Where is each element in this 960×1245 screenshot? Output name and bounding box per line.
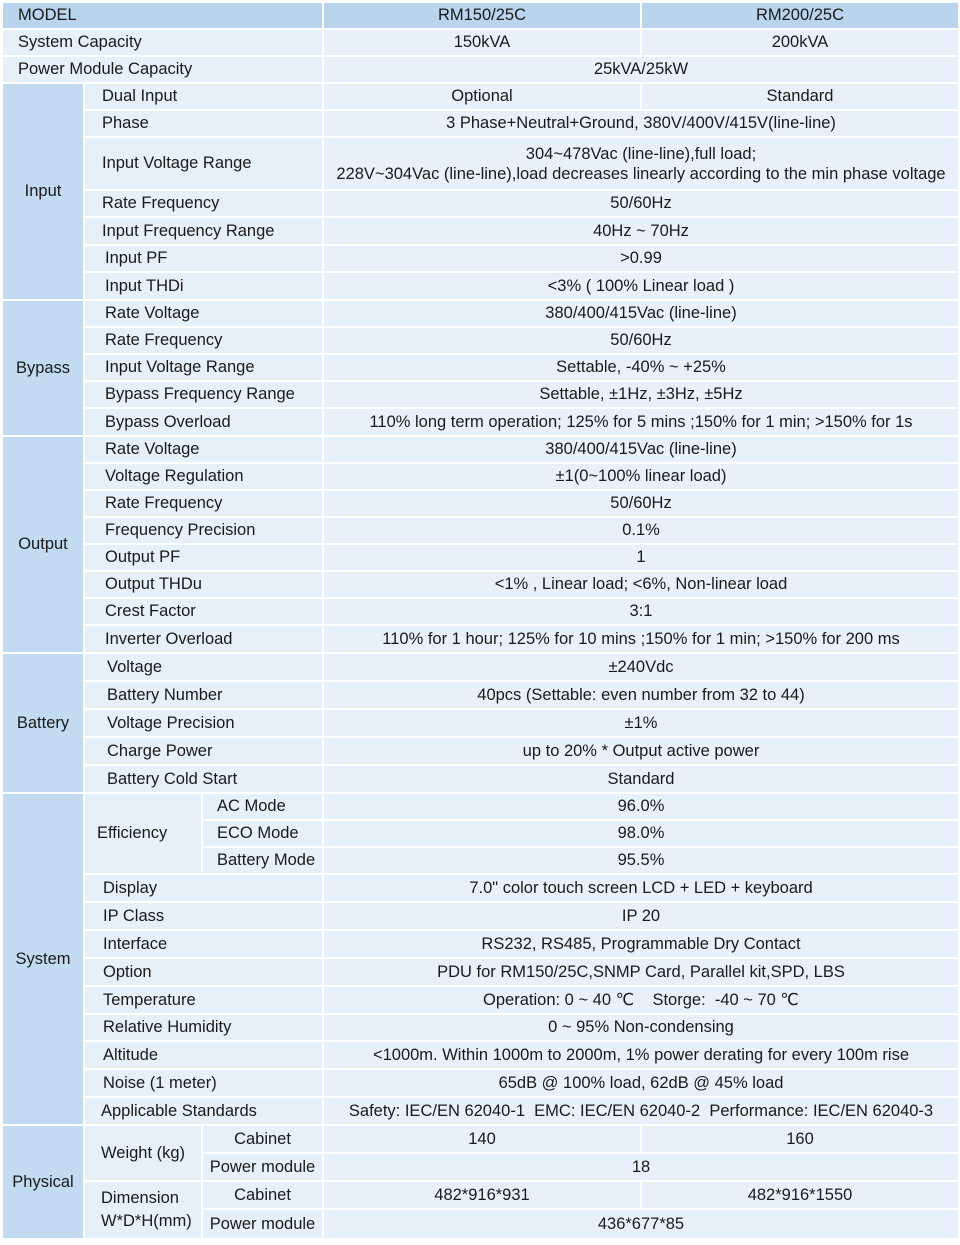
input-voltage-range-line1: 304~478Vac (line-line),full load; xyxy=(525,144,757,163)
system-option-row xyxy=(2,958,959,986)
dimension-label xyxy=(84,1181,202,1239)
input-frequency-range-label: Input Frequency Range xyxy=(84,217,323,245)
eco-mode-value: 98.0% xyxy=(323,820,959,847)
system-capacity-label: System Capacity xyxy=(2,29,323,56)
battery-cold-start-row xyxy=(2,765,959,793)
output-thdu-value: <1% , Linear load; <6%, Non-linear load xyxy=(323,571,959,598)
output-thdu-label: Output THDu xyxy=(84,571,323,598)
weight-cabinet-rm150: 140 xyxy=(323,1125,641,1153)
input-pf-label: Input PF xyxy=(84,245,323,272)
noise-label: Noise (1 meter) xyxy=(84,1069,323,1097)
input-thdi-row xyxy=(2,272,959,300)
model-label: MODEL xyxy=(2,2,323,29)
output-rate-frequency-row xyxy=(2,490,959,517)
input-frequency-range-value: 40Hz ~ 70Hz xyxy=(323,217,959,245)
system-noise-row xyxy=(2,1069,959,1097)
crest-factor-label: Crest Factor xyxy=(84,598,323,625)
bypass-rate-frequency-value: 50/60Hz xyxy=(323,327,959,354)
input-phase-row xyxy=(2,110,959,137)
bypass-frequency-range-value: Settable, ±1Hz, ±3Hz, ±5Hz xyxy=(323,381,959,408)
battery-mode-label: Battery Mode xyxy=(202,847,323,874)
dimension-power-module-label: Power module xyxy=(202,1209,323,1239)
output-pf-value: 1 xyxy=(323,544,959,571)
bypass-voltage-range-label: Input Voltage Range xyxy=(84,354,323,381)
dimension-label-line1: Dimension xyxy=(101,1189,179,1207)
input-rate-frequency-label: Rate Frequency xyxy=(84,190,323,217)
input-pf-value: >0.99 xyxy=(323,245,959,272)
interface-label: Interface xyxy=(84,930,323,958)
voltage-regulation-label: Voltage Regulation xyxy=(84,463,323,490)
output-rate-frequency-label: Rate Frequency xyxy=(84,490,323,517)
header-row xyxy=(2,2,959,29)
input-category: Input xyxy=(2,83,84,300)
system-altitude-row xyxy=(2,1041,959,1069)
system-ac-mode-row xyxy=(2,793,959,820)
output-rate-voltage-label: Rate Voltage xyxy=(84,436,323,463)
humidity-value: 0 ~ 95% Non-condensing xyxy=(323,1014,959,1041)
charge-power-label: Charge Power xyxy=(84,737,323,765)
system-interface-row xyxy=(2,930,959,958)
inverter-overload-label: Inverter Overload xyxy=(84,625,323,653)
model-rm200: RM200/25C xyxy=(641,2,959,29)
eco-mode-label: ECO Mode xyxy=(202,820,323,847)
input-thdi-label: Input THDi xyxy=(84,272,323,300)
bypass-overload-label: Bypass Overload xyxy=(84,408,323,436)
spec-table xyxy=(1,1,960,1240)
system-category: System xyxy=(2,793,84,1125)
battery-voltage-value: ±240Vdc xyxy=(323,653,959,681)
bypass-rate-voltage-value: 380/400/415Vac (line-line) xyxy=(323,300,959,327)
temperature-label: Temperature xyxy=(84,986,323,1014)
bypass-rate-frequency-label: Rate Frequency xyxy=(84,327,323,354)
dimension-cabinet-label: Cabinet xyxy=(202,1181,323,1209)
dimension-label-line2: W*D*H(mm) xyxy=(101,1212,192,1230)
battery-category: Battery xyxy=(2,653,84,793)
input-dual-input-row xyxy=(2,83,959,110)
battery-number-row xyxy=(2,681,959,709)
input-pf-row xyxy=(2,245,959,272)
battery-mode-value: 95.5% xyxy=(323,847,959,874)
efficiency-label: Efficiency xyxy=(84,793,202,874)
battery-charge-power-row xyxy=(2,737,959,765)
input-voltage-range-line2: 228V~304Vac (line-line),load decreases linearly according to the min phase voltage xyxy=(336,164,946,183)
ip-class-value: IP 20 xyxy=(323,902,959,930)
output-pf-label: Output PF xyxy=(84,544,323,571)
bypass-category: Bypass xyxy=(2,300,84,436)
input-voltage-range-value xyxy=(323,137,959,190)
frequency-precision-label: Frequency Precision xyxy=(84,517,323,544)
input-voltage-range-row xyxy=(2,137,959,190)
dual-input-rm150: Optional xyxy=(323,83,641,110)
cold-start-value: Standard xyxy=(323,765,959,793)
weight-label: Weight (kg) xyxy=(84,1125,202,1181)
bypass-overload-row xyxy=(2,408,959,436)
ip-class-label: IP Class xyxy=(84,902,323,930)
temperature-value: Operation: 0 ~ 40 ℃ Storge: -40 ~ 70 ℃ xyxy=(323,986,959,1014)
dimension-cabinet-rm150: 482*916*931 xyxy=(323,1181,641,1209)
system-capacity-row xyxy=(2,29,959,56)
crest-factor-value: 3:1 xyxy=(323,598,959,625)
option-label: Option xyxy=(84,958,323,986)
output-rate-voltage-row xyxy=(2,436,959,463)
phase-label: Phase xyxy=(84,110,323,137)
physical-category: Physical xyxy=(2,1125,84,1239)
bypass-frequency-range-row xyxy=(2,381,959,408)
input-rate-frequency-row xyxy=(2,190,959,217)
altitude-value: <1000m. Within 1000m to 2000m, 1% power derating for every 100m rise xyxy=(323,1041,959,1069)
model-rm150: RM150/25C xyxy=(323,2,641,29)
cold-start-label: Battery Cold Start xyxy=(84,765,323,793)
system-capacity-rm200: 200kVA xyxy=(641,29,959,56)
output-rate-voltage-value: 380/400/415Vac (line-line) xyxy=(323,436,959,463)
bypass-voltage-range-row xyxy=(2,354,959,381)
system-standards-row xyxy=(2,1097,959,1125)
output-category: Output xyxy=(2,436,84,653)
battery-voltage-precision-label: Voltage Precision xyxy=(84,709,323,737)
system-ip-class-row xyxy=(2,902,959,930)
input-rate-frequency-value: 50/60Hz xyxy=(323,190,959,217)
weight-power-module-label: Power module xyxy=(202,1153,323,1181)
power-module-capacity-row xyxy=(2,56,959,83)
ac-mode-label: AC Mode xyxy=(202,793,323,820)
output-frequency-precision-row xyxy=(2,517,959,544)
weight-power-module-value: 18 xyxy=(323,1153,959,1181)
phase-value: 3 Phase+Neutral+Ground, 380V/400V/415V(line-line) xyxy=(323,110,959,137)
bypass-voltage-range-value: Settable, -40% ~ +25% xyxy=(323,354,959,381)
standards-value: Safety: IEC/EN 62040-1 EMC: IEC/EN 62040-2 Performance: IEC/EN 62040-3 xyxy=(323,1097,959,1125)
battery-voltage-label: Voltage xyxy=(84,653,323,681)
physical-weight-cabinet-row xyxy=(2,1125,959,1153)
frequency-precision-value: 0.1% xyxy=(323,517,959,544)
inverter-overload-value: 110% for 1 hour; 125% for 10 mins ;150% for 1 min; >150% for 200 ms xyxy=(323,625,959,653)
output-inverter-overload-row xyxy=(2,625,959,653)
dimension-power-module-value: 436*677*85 xyxy=(323,1209,959,1239)
dual-input-rm200: Standard xyxy=(641,83,959,110)
bypass-rate-voltage-row xyxy=(2,300,959,327)
system-capacity-rm150: 150kVA xyxy=(323,29,641,56)
standards-label: Applicable Standards xyxy=(84,1097,323,1125)
noise-value: 65dB @ 100% load, 62dB @ 45% load xyxy=(323,1069,959,1097)
display-label: Display xyxy=(84,874,323,902)
battery-number-value: 40pcs (Settable: even number from 32 to 44) xyxy=(323,681,959,709)
weight-cabinet-rm200: 160 xyxy=(641,1125,959,1153)
battery-number-label: Battery Number xyxy=(84,681,323,709)
display-value: 7.0" color touch screen LCD + LED + keyboard xyxy=(323,874,959,902)
system-humidity-row xyxy=(2,1014,959,1041)
bypass-rate-frequency-row xyxy=(2,327,959,354)
system-display-row xyxy=(2,874,959,902)
output-crest-factor-row xyxy=(2,598,959,625)
voltage-regulation-value: ±1(0~100% linear load) xyxy=(323,463,959,490)
ac-mode-value: 96.0% xyxy=(323,793,959,820)
bypass-overload-value: 110% long term operation; 125% for 5 mins ;150% for 1 min; >150% for 1s xyxy=(323,408,959,436)
physical-dimension-cabinet-row xyxy=(2,1181,959,1209)
battery-voltage-precision-value: ±1% xyxy=(323,709,959,737)
input-voltage-range-label: Input Voltage Range xyxy=(84,137,323,190)
power-module-capacity-value: 25kVA/25kW xyxy=(323,56,959,83)
system-temperature-row xyxy=(2,986,959,1014)
charge-power-value: up to 20% * Output active power xyxy=(323,737,959,765)
output-voltage-regulation-row xyxy=(2,463,959,490)
interface-value: RS232, RS485, Programmable Dry Contact xyxy=(323,930,959,958)
battery-voltage-precision-row xyxy=(2,709,959,737)
bypass-frequency-range-label: Bypass Frequency Range xyxy=(84,381,323,408)
option-value: PDU for RM150/25C,SNMP Card, Parallel kit,SPD, LBS xyxy=(323,958,959,986)
power-module-capacity-label: Power Module Capacity xyxy=(2,56,323,83)
weight-cabinet-label: Cabinet xyxy=(202,1125,323,1153)
input-frequency-range-row xyxy=(2,217,959,245)
dual-input-label: Dual Input xyxy=(84,83,323,110)
battery-voltage-row xyxy=(2,653,959,681)
output-thdu-row xyxy=(2,571,959,598)
input-thdi-value: <3% ( 100% Linear load ) xyxy=(323,272,959,300)
humidity-label: Relative Humidity xyxy=(84,1014,323,1041)
output-rate-frequency-value: 50/60Hz xyxy=(323,490,959,517)
altitude-label: Altitude xyxy=(84,1041,323,1069)
output-pf-row xyxy=(2,544,959,571)
bypass-rate-voltage-label: Rate Voltage xyxy=(84,300,323,327)
dimension-cabinet-rm200: 482*916*1550 xyxy=(641,1181,959,1209)
